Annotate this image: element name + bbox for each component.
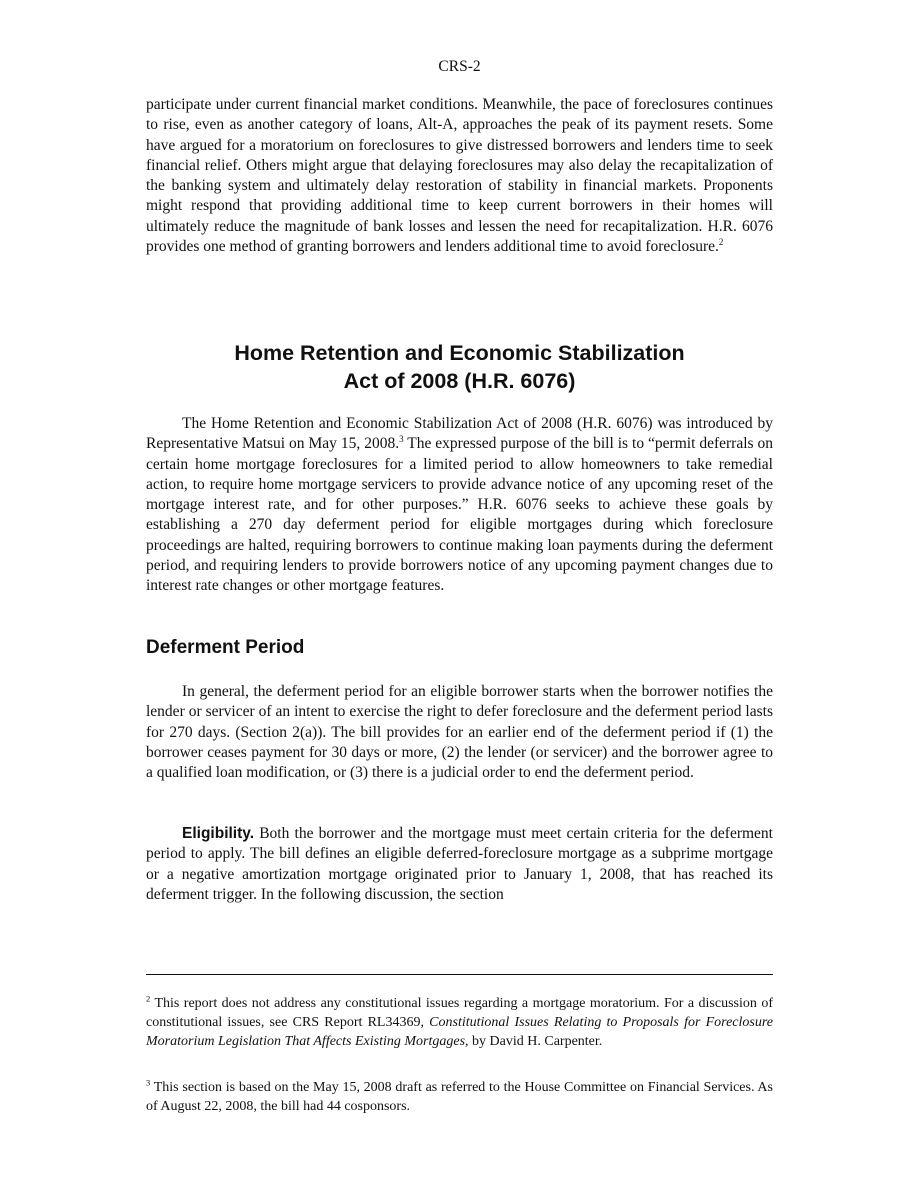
footnote-ref-3[interactable]: 3 [399, 434, 404, 445]
continuation-paragraph [146, 95, 773, 257]
intro-paragraph [146, 414, 773, 597]
intro-text-after-ref: The expressed purpose of the bill is to “permit deferrals on certain home mortgage foreclosures for a limited period to allow homeowners to take remedial action, to require home mortgage servicers to provide advance notice of any upcoming reset of the mortgage interest rate, and for other purposes.” H.R. 6076 seeks to achieve these goals by establishing a 270 day deferment period for eligible mortgages during which foreclosure proceedings are halted, requiring borrowers to continue making loan payments during the deferment period, and requiring lenders to provide borrowers notice of any upcoming payment changes due to interest rate changes or other mortgage features. [146, 435, 773, 595]
footnote-2 [146, 994, 773, 1051]
eligibility-paragraph [146, 824, 773, 905]
paragraph-text: participate under current financial market conditions. Meanwhile, the pace of foreclosures continues to rise, even as another category of loans, Alt-A, approaches the peak of its payment resets. Some have argued for a moratorium on foreclosures to give distressed borrowers and lenders time to seek financial relief. Others might argue that delaying foreclosures may also delay the recapitalization of the banking system and ultimately delay restoration of stability in financial markets. Proponents might respond that providing additional time to keep current borrowers in their homes will ultimately reduce the magnitude of bank losses and lessen the need for recapitalization. H.R. 6076 provides one method of granting borrowers and lenders additional time to avoid foreclosure. [146, 96, 773, 256]
footnote-number: 3 [146, 1077, 151, 1088]
intro-text-before-ref: The Home Retention and Economic Stabilization Act of 2008 (H.R. 6076) was introduced by Representative Matsui on May 15, 2008. [146, 415, 773, 453]
report-title: Constitutional Issues Relating to Proposals for Foreclosure Moratorium Legislation That Affects Existing Mortgages [146, 1015, 773, 1049]
footnote-text-end: , by David H. Carpenter. [465, 1034, 603, 1049]
footnote-divider [146, 974, 773, 975]
footnote-text: This report does not address any constitutional issues regarding a mortgage moratorium. For a discussion of constitutional issues, see CRS Report RL34369, [146, 996, 773, 1030]
footnote-number: 2 [146, 993, 151, 1004]
footnote-3 [146, 1078, 773, 1116]
subsection-heading: Deferment Period [146, 637, 305, 658]
run-in-heading: Eligibility. [182, 825, 255, 842]
deferment-paragraph: In general, the deferment period for an eligible borrower starts when the borrower notifies the lender or servicer of an intent to exercise the right to defer foreclosure and the deferment period lasts for 270 days. (Section 2(a)). The bill provides for an earlier end of the deferment period if (1) the borrower ceases payment for 30 days or more, (2) the lender (or servicer) and the borrower agree to a qualified loan modification, or (3) there is a judicial order to end the deferment period. [146, 683, 773, 782]
section-heading [146, 339, 773, 395]
footnote-ref-2[interactable]: 2 [718, 236, 724, 247]
eligibility-text: Both the borrower and the mortgage must meet certain criteria for the deferment period to apply. The bill defines an eligible deferred-foreclosure mortgage as a subprime mortgage or a negative amortization mortgage originated prior to January 1, 2008, that has reached its deferment trigger. In the following discussion, the section [146, 825, 773, 903]
section-heading-line1: Home Retention and Economic Stabilization [234, 341, 685, 365]
page-number: CRS-2 [438, 58, 481, 75]
footnote-text: This section is based on the May 15, 2008 draft as referred to the House Committee on Financial Services. As of August 22, 2008, the bill had 44 cosponsors. [146, 1080, 773, 1114]
section-heading-line2: Act of 2008 (H.R. 6076) [343, 369, 576, 393]
